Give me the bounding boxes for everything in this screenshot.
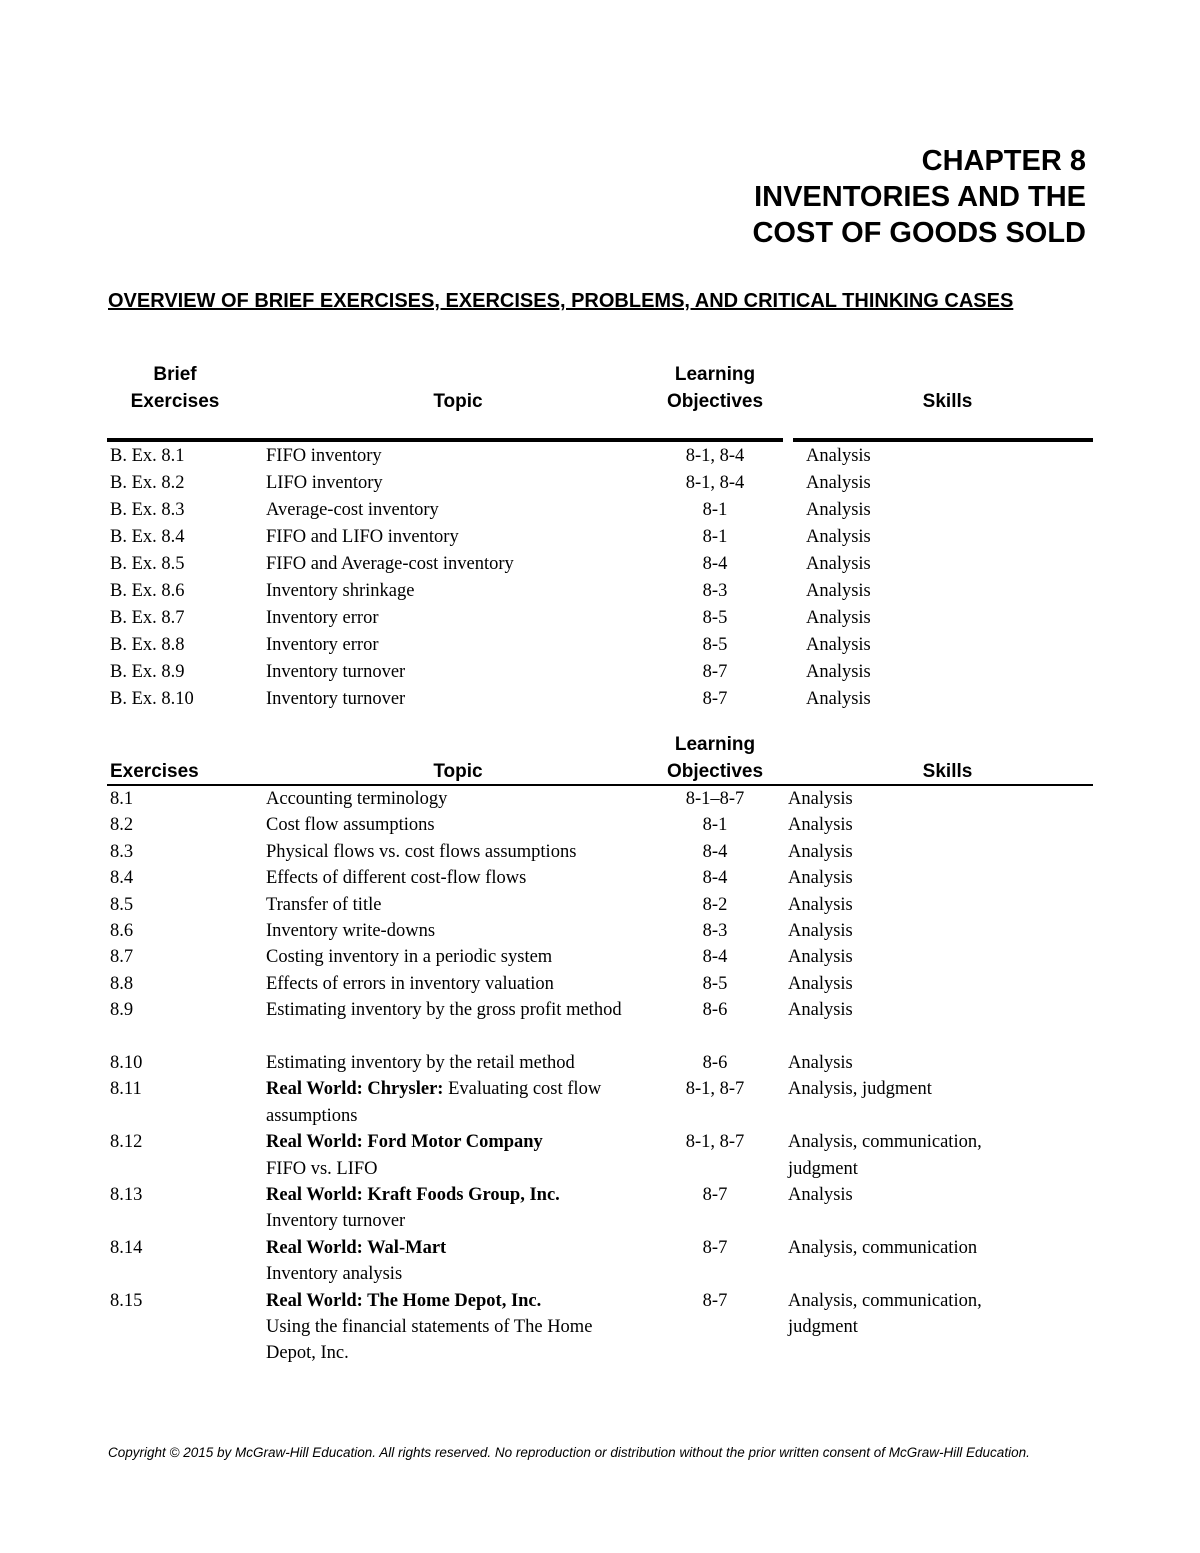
topic-company-label: Real World: The Home Depot, Inc. bbox=[266, 1290, 542, 1311]
chapter-number: CHAPTER 8 bbox=[921, 145, 1086, 177]
exercise-id: 8.12 bbox=[110, 1132, 143, 1153]
learning-objectives: 8-1–8-7 bbox=[685, 789, 745, 809]
skills: Analysis bbox=[788, 841, 853, 862]
exercise-topic bbox=[266, 786, 626, 812]
learning-objectives: 8-1, 8-7 bbox=[685, 1079, 745, 1100]
table-row bbox=[0, 1050, 1200, 1076]
exercise-id: 8.1 bbox=[110, 789, 134, 809]
exercise-topic: Inventory turnover bbox=[266, 662, 406, 682]
brief-header-topic: Topic bbox=[433, 391, 483, 412]
learning-objectives: 8-7 bbox=[702, 1290, 728, 1311]
copyright-footer: Copyright © 2015 by McGraw-Hill Education. All rights reserved. No reproduction or distribution without the prior written consent of McGraw-Hill Education. bbox=[108, 1445, 1030, 1460]
exercise-topic bbox=[266, 1129, 626, 1182]
exercise-topic: FIFO and Average-cost inventory bbox=[266, 554, 514, 574]
skills: Analysis bbox=[806, 662, 871, 682]
chapter-title-line-1: INVENTORIES AND THE bbox=[754, 181, 1086, 213]
exercise-topic: Inventory shrinkage bbox=[266, 581, 415, 601]
table-row bbox=[0, 632, 1200, 659]
learning-objectives: 8-4 bbox=[702, 947, 728, 968]
learning-objectives: 8-1 bbox=[702, 527, 728, 547]
learning-objectives: 8-3 bbox=[702, 581, 728, 601]
exercise-id: 8.13 bbox=[110, 1184, 143, 1205]
topic-text: Inventory analysis bbox=[266, 1264, 403, 1285]
chapter-title bbox=[752, 143, 1086, 251]
exercise-topic bbox=[266, 892, 626, 918]
exercise-topic bbox=[266, 812, 626, 838]
skills: Analysis, judgment bbox=[788, 1079, 932, 1100]
skills: Analysis bbox=[788, 1000, 853, 1021]
exercise-header-objectives-line2: Objectives bbox=[666, 761, 764, 782]
overview-heading: OVERVIEW OF BRIEF EXERCISES, EXERCISES, PROBLEMS, AND CRITICAL THINKING CASES bbox=[108, 290, 1014, 312]
exercise-id: 8.9 bbox=[110, 1000, 134, 1021]
skills: Analysis bbox=[788, 947, 853, 968]
learning-objectives: 8-5 bbox=[702, 608, 728, 628]
brief-header-exercises-line2: Exercises bbox=[130, 391, 220, 412]
topic-text: Physical flows vs. cost flows assumptions bbox=[266, 841, 577, 862]
table-row bbox=[0, 892, 1200, 918]
table-row bbox=[0, 524, 1200, 551]
exercise-topic: Inventory error bbox=[266, 635, 379, 655]
table-row bbox=[0, 839, 1200, 865]
skills: Analysis, communication, judgment bbox=[788, 1290, 982, 1337]
exercise-id: B. Ex. 8.3 bbox=[110, 500, 185, 520]
exercise-topic: FIFO inventory bbox=[266, 446, 382, 466]
brief-header-exercises bbox=[110, 361, 240, 415]
topic-text: Inventory write-downs bbox=[266, 920, 436, 941]
topic-text: Costing inventory in a periodic system bbox=[266, 947, 553, 968]
exercise-id: 8.2 bbox=[110, 815, 134, 836]
skills: Analysis bbox=[788, 868, 853, 889]
learning-objectives: 8-7 bbox=[702, 689, 728, 709]
skills: Analysis bbox=[806, 608, 871, 628]
exercise-topic: Inventory turnover bbox=[266, 689, 406, 709]
topic-company-label: Real World: Chrysler: bbox=[266, 1079, 444, 1100]
exercise-topic bbox=[266, 1235, 626, 1288]
topic-text: Estimating inventory by the gross profit method bbox=[266, 1000, 622, 1021]
exercise-topic bbox=[266, 1076, 626, 1129]
exercise-id: B. Ex. 8.5 bbox=[110, 554, 185, 574]
skills: Analysis bbox=[806, 581, 871, 601]
skills: Analysis bbox=[788, 920, 853, 941]
table-row bbox=[0, 865, 1200, 891]
brief-header-objectives-line2: Objectives bbox=[666, 391, 764, 412]
learning-objectives: 8-7 bbox=[702, 1237, 728, 1258]
table-row bbox=[0, 578, 1200, 605]
skills: Analysis bbox=[788, 1184, 853, 1205]
skills: Analysis bbox=[788, 1052, 853, 1073]
exercise-id: B. Ex. 8.7 bbox=[110, 608, 185, 628]
exercise-topic bbox=[266, 971, 626, 997]
exercise-header-skills: Skills bbox=[922, 761, 973, 782]
exercise-id: 8.10 bbox=[110, 1052, 143, 1073]
topic-text: Accounting terminology bbox=[266, 789, 448, 809]
topic-company-label: Real World: Kraft Foods Group, Inc. bbox=[266, 1184, 560, 1205]
table-row bbox=[0, 971, 1200, 997]
learning-objectives: 8-1 bbox=[702, 500, 728, 520]
table-row bbox=[0, 605, 1200, 632]
topic-text: Evaluating cost flow assumptions bbox=[266, 1079, 602, 1126]
table-row bbox=[0, 812, 1200, 838]
exercise-header-objectives-line1: Learning bbox=[674, 734, 756, 755]
exercise-header-topic: Topic bbox=[433, 761, 483, 782]
topic-text: Using the financial statements of The Home Depot, Inc. bbox=[266, 1316, 593, 1364]
exercise-topic bbox=[266, 839, 626, 865]
learning-objectives: 8-6 bbox=[702, 1052, 728, 1073]
learning-objectives: 8-2 bbox=[702, 894, 728, 915]
exercise-id: B. Ex. 8.8 bbox=[110, 635, 185, 655]
brief-header-objectives bbox=[640, 361, 790, 415]
exercise-topic bbox=[266, 944, 626, 970]
exercise-id: 8.14 bbox=[110, 1237, 143, 1258]
brief-header-objectives-line1: Learning bbox=[674, 364, 756, 385]
exercise-id: B. Ex. 8.6 bbox=[110, 581, 185, 601]
topic-company-label: Real World: Ford Motor Company bbox=[266, 1132, 543, 1153]
learning-objectives: 8-1 bbox=[702, 815, 728, 836]
exercise-id: B. Ex. 8.1 bbox=[110, 446, 185, 466]
learning-objectives: 8-4 bbox=[702, 868, 728, 889]
exercise-id: B. Ex. 8.2 bbox=[110, 473, 185, 493]
exercise-id: 8.3 bbox=[110, 841, 134, 862]
table-row bbox=[0, 551, 1200, 578]
exercise-topic bbox=[266, 1050, 626, 1076]
exercise-id: 8.5 bbox=[110, 894, 134, 915]
exercise-id: 8.4 bbox=[110, 868, 134, 889]
brief-header-rule-left bbox=[107, 438, 783, 442]
learning-objectives: 8-7 bbox=[702, 1184, 728, 1205]
exercise-topic: FIFO and LIFO inventory bbox=[266, 527, 459, 547]
table-row bbox=[0, 470, 1200, 497]
exercises-table bbox=[0, 786, 1200, 1367]
table-row bbox=[0, 1182, 1200, 1235]
topic-text: Cost flow assumptions bbox=[266, 815, 435, 836]
learning-objectives: 8-1, 8-4 bbox=[685, 473, 745, 493]
skills: Analysis bbox=[806, 635, 871, 655]
exercise-header-exercises: Exercises bbox=[110, 761, 199, 782]
table-row bbox=[0, 786, 1200, 812]
skills: Analysis bbox=[806, 527, 871, 547]
chapter-title-line-2: COST OF GOODS SOLD bbox=[752, 217, 1086, 249]
topic-text: Estimating inventory by the retail method bbox=[266, 1052, 575, 1073]
exercise-id: 8.6 bbox=[110, 920, 134, 941]
table-row bbox=[0, 1076, 1200, 1129]
exercise-topic: Inventory error bbox=[266, 608, 379, 628]
learning-objectives: 8-1, 8-4 bbox=[685, 446, 745, 466]
learning-objectives: 8-1, 8-7 bbox=[685, 1132, 745, 1153]
skills: Analysis bbox=[788, 815, 853, 836]
skills: Analysis bbox=[788, 894, 853, 915]
exercise-id: 8.8 bbox=[110, 973, 134, 994]
topic-text: FIFO vs. LIFO bbox=[266, 1158, 378, 1179]
exercise-topic bbox=[266, 1182, 626, 1235]
exercise-topic: Average-cost inventory bbox=[266, 500, 439, 520]
skills: Analysis, communication bbox=[788, 1237, 978, 1258]
skills: Analysis, communication, judgment bbox=[788, 1132, 982, 1179]
table-row bbox=[0, 497, 1200, 524]
topic-text: Effects of different cost-flow flows bbox=[266, 868, 527, 889]
exercise-id: 8.7 bbox=[110, 947, 134, 968]
topic-company-label: Real World: Wal-Mart bbox=[266, 1237, 447, 1258]
learning-objectives: 8-7 bbox=[702, 662, 728, 682]
brief-header-skills: Skills bbox=[922, 391, 973, 412]
learning-objectives: 8-4 bbox=[702, 554, 728, 574]
table-row bbox=[0, 997, 1200, 1050]
skills: Analysis bbox=[788, 789, 853, 809]
exercise-id: 8.15 bbox=[110, 1290, 143, 1311]
exercise-topic bbox=[266, 1288, 626, 1367]
topic-text: Transfer of title bbox=[266, 894, 382, 915]
skills: Analysis bbox=[806, 689, 871, 709]
skills: Analysis bbox=[806, 446, 871, 466]
table-row bbox=[0, 1129, 1200, 1182]
table-row bbox=[0, 443, 1200, 470]
topic-text: Effects of errors in inventory valuation bbox=[266, 973, 554, 994]
exercise-topic bbox=[266, 918, 626, 944]
skills: Analysis bbox=[806, 473, 871, 493]
learning-objectives: 8-3 bbox=[702, 920, 728, 941]
exercise-id: B. Ex. 8.10 bbox=[110, 689, 194, 709]
skills: Analysis bbox=[806, 554, 871, 574]
table-row bbox=[0, 1288, 1200, 1367]
exercise-topic bbox=[266, 865, 626, 891]
exercise-topic: LIFO inventory bbox=[266, 473, 383, 493]
exercise-topic bbox=[266, 997, 626, 1023]
exercise-id: B. Ex. 8.4 bbox=[110, 527, 185, 547]
brief-exercises-table bbox=[0, 443, 1200, 713]
learning-objectives: 8-5 bbox=[702, 635, 728, 655]
topic-text: Inventory turnover bbox=[266, 1211, 406, 1232]
table-row bbox=[0, 944, 1200, 970]
exercise-id: B. Ex. 8.9 bbox=[110, 662, 185, 682]
table-row bbox=[0, 659, 1200, 686]
table-row bbox=[0, 918, 1200, 944]
learning-objectives: 8-6 bbox=[702, 1000, 728, 1021]
exercise-id: 8.11 bbox=[110, 1079, 142, 1100]
learning-objectives: 8-5 bbox=[702, 973, 728, 994]
table-row bbox=[0, 686, 1200, 713]
table-row bbox=[0, 1235, 1200, 1288]
exercise-header-objectives bbox=[640, 731, 790, 785]
brief-header-exercises-line1: Brief bbox=[153, 364, 197, 385]
learning-objectives: 8-4 bbox=[702, 841, 728, 862]
skills: Analysis bbox=[806, 500, 871, 520]
brief-header-rule-right bbox=[793, 438, 1093, 442]
skills: Analysis bbox=[788, 973, 853, 994]
